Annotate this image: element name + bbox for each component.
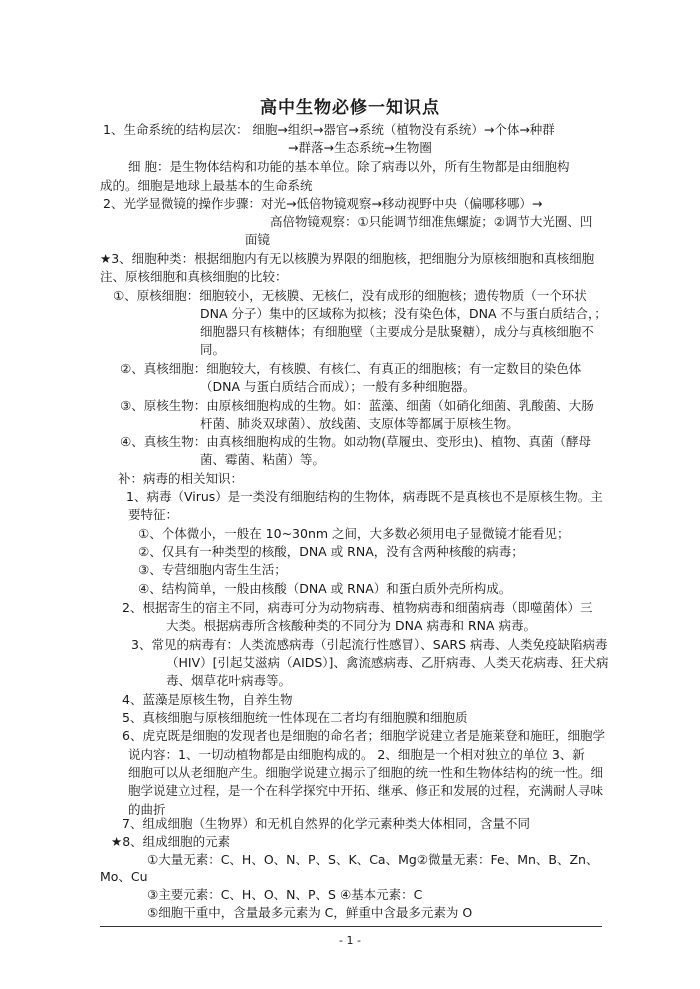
- text-line: 胞学说建立过程，是一个在科学探究中开拓、继承、修正和发展的过程，充满耐人寻味: [128, 783, 604, 798]
- text-line: 杆菌、肺炎双球菌）、放线菌、支原体等都属于原核生物。: [200, 416, 519, 431]
- text-line: ⑤细胞干重中，含量最多元素为 C，鲜重中含最多元素为 O: [147, 905, 473, 920]
- text-line: （DNA 与蛋白质结合而成）；一般有多种细胞器。: [200, 379, 476, 394]
- text-line: ②、真核细胞：细胞较大，有核膜、有核仁、有真正的细胞核；有一定数目的染色体: [120, 361, 582, 376]
- text-line: ★8、组成细胞的元素: [111, 834, 231, 849]
- page-title: 高中生物必修一知识点: [260, 98, 440, 118]
- text-line: 的曲折: [128, 802, 166, 817]
- text-line: （HIV）[引起艾滋病（AIDS）]、禽流感病毒、乙肝病毒、人类天花病毒、狂犬病: [166, 655, 609, 670]
- text-line: ②、仅具有一种类型的核酸，DNA 或 RNA，没有含两种核酸的病毒；: [138, 544, 524, 559]
- text-line: 成的。细胞是地球上最基本的生命系统: [100, 178, 313, 193]
- page-number: - 1 -: [339, 934, 361, 947]
- text-line: 要特征：: [128, 507, 179, 522]
- text-line: 2、光学显微镜的操作步骤：对光→低倍物镜观察→移动视野中央（偏哪移哪）→: [103, 196, 543, 211]
- text-line: ④、结构简单，一般由核酸（DNA 或 RNA）和蛋白质外壳所构成。: [138, 581, 512, 596]
- text-line: 毒、烟草花叶病毒等。: [166, 673, 292, 688]
- text-line: 同。: [200, 342, 226, 357]
- text-line: →群落→生态系统→生物圈: [288, 140, 432, 155]
- text-line: ④、真核生物：由真核细胞构成的生物。如动物(草履虫、变形虫)、植物、真菌（酵母: [120, 434, 591, 449]
- text-line: 2、根据寄生的宿主不同，病毒可分为动物病毒、植物病毒和细菌病毒（即噬菌体）三: [122, 600, 593, 615]
- text-line: 大类。根据病毒所含核酸种类的不同分为 DNA 病毒和 RNA 病毒。: [166, 618, 537, 633]
- text-line: 注、原核细胞和真核细胞的比较：: [100, 269, 288, 284]
- text-line: 3、常见的病毒有：人类流感病毒（引起流行性感冒）、SARS 病毒、人类免疫缺陷病毒: [131, 637, 608, 652]
- text-line: 说内容：1、一切动植物都是由细胞构成的。 2、细胞是一个相对独立的单位 3、新: [128, 747, 585, 762]
- text-line: ①大量无素：C、H、O、N、P、S、K、Ca、Mg②微量无素：Fe、Mn、B、Zn、: [147, 852, 599, 867]
- text-line: 菌、霉菌、粘菌）等。: [200, 452, 326, 467]
- text-line: DNA 分子）集中的区域称为拟核；没有染色体，DNA 不与蛋白质结合，；: [200, 306, 607, 321]
- text-line: 高倍物镜观察：①只能调节细准焦螺旋；②调节大光圈、凹: [270, 214, 593, 229]
- footer-divider: [100, 926, 602, 927]
- text-line: 面镜: [245, 232, 271, 247]
- text-line: 6、虎克既是细胞的发现者也是细胞的命名者；细胞学说建立者是施莱登和施旺，细胞学: [122, 728, 605, 743]
- text-line: 5、真核细胞与原核细胞统一性体现在二者均有细胞膜和细胞质: [122, 710, 468, 725]
- text-line: 补：病毒的相关知识：: [118, 471, 244, 486]
- text-line: Mo、Cu: [100, 869, 148, 884]
- text-line: ③、专营细胞内寄生生活；: [138, 562, 287, 577]
- text-line: ①、原核细胞：细胞较小，无核膜、无核仁，没有成形的细胞核；遗传物质（一个环状: [113, 288, 587, 303]
- text-line: 细胞可以从老细胞产生。细胞学说建立揭示了细胞的统一性和生物体结构的统一性。细: [128, 765, 604, 780]
- text-line: 4、蓝藻是原核生物，自养生物: [122, 692, 293, 707]
- text-line: ③主要元素：C、H、O、N、P、S ④基本元素：C: [147, 887, 423, 902]
- text-line: 细胞器只有核糖体；有细胞壁（主要成分是肽聚糖），成分与真核细胞不: [200, 324, 594, 339]
- text-line: ③、原核生物：由原核细胞构成的生物。如：蓝藻、细菌（如硝化细菌、乳酸菌、大肠: [120, 398, 594, 413]
- text-line: ★3、细胞种类：根据细胞内有无以核膜为界限的细胞核，把细胞分为原核细胞和真核细胞: [100, 251, 595, 266]
- text-line: 1、病毒（Virus）是一类没有细胞结构的生物体，病毒既不是真核也不是原核生物。主: [126, 489, 603, 504]
- text-line: 7、组成细胞（生物界）和无机自然界的化学元素种类大体相同，含量不同: [122, 816, 530, 831]
- text-line: ①、个体微小，一般在 10~30nm 之间，大多数必须用电子显微镜才能看见；: [138, 526, 570, 541]
- text-line: 细 胞：是生物体结构和功能的基本单位。除了病毒以外，所有生物都是由细胞构: [128, 159, 570, 174]
- text-line: 1、生命系统的结构层次： 细胞→组织→器官→系统（植物没有系统）→个体→种群: [103, 122, 555, 137]
